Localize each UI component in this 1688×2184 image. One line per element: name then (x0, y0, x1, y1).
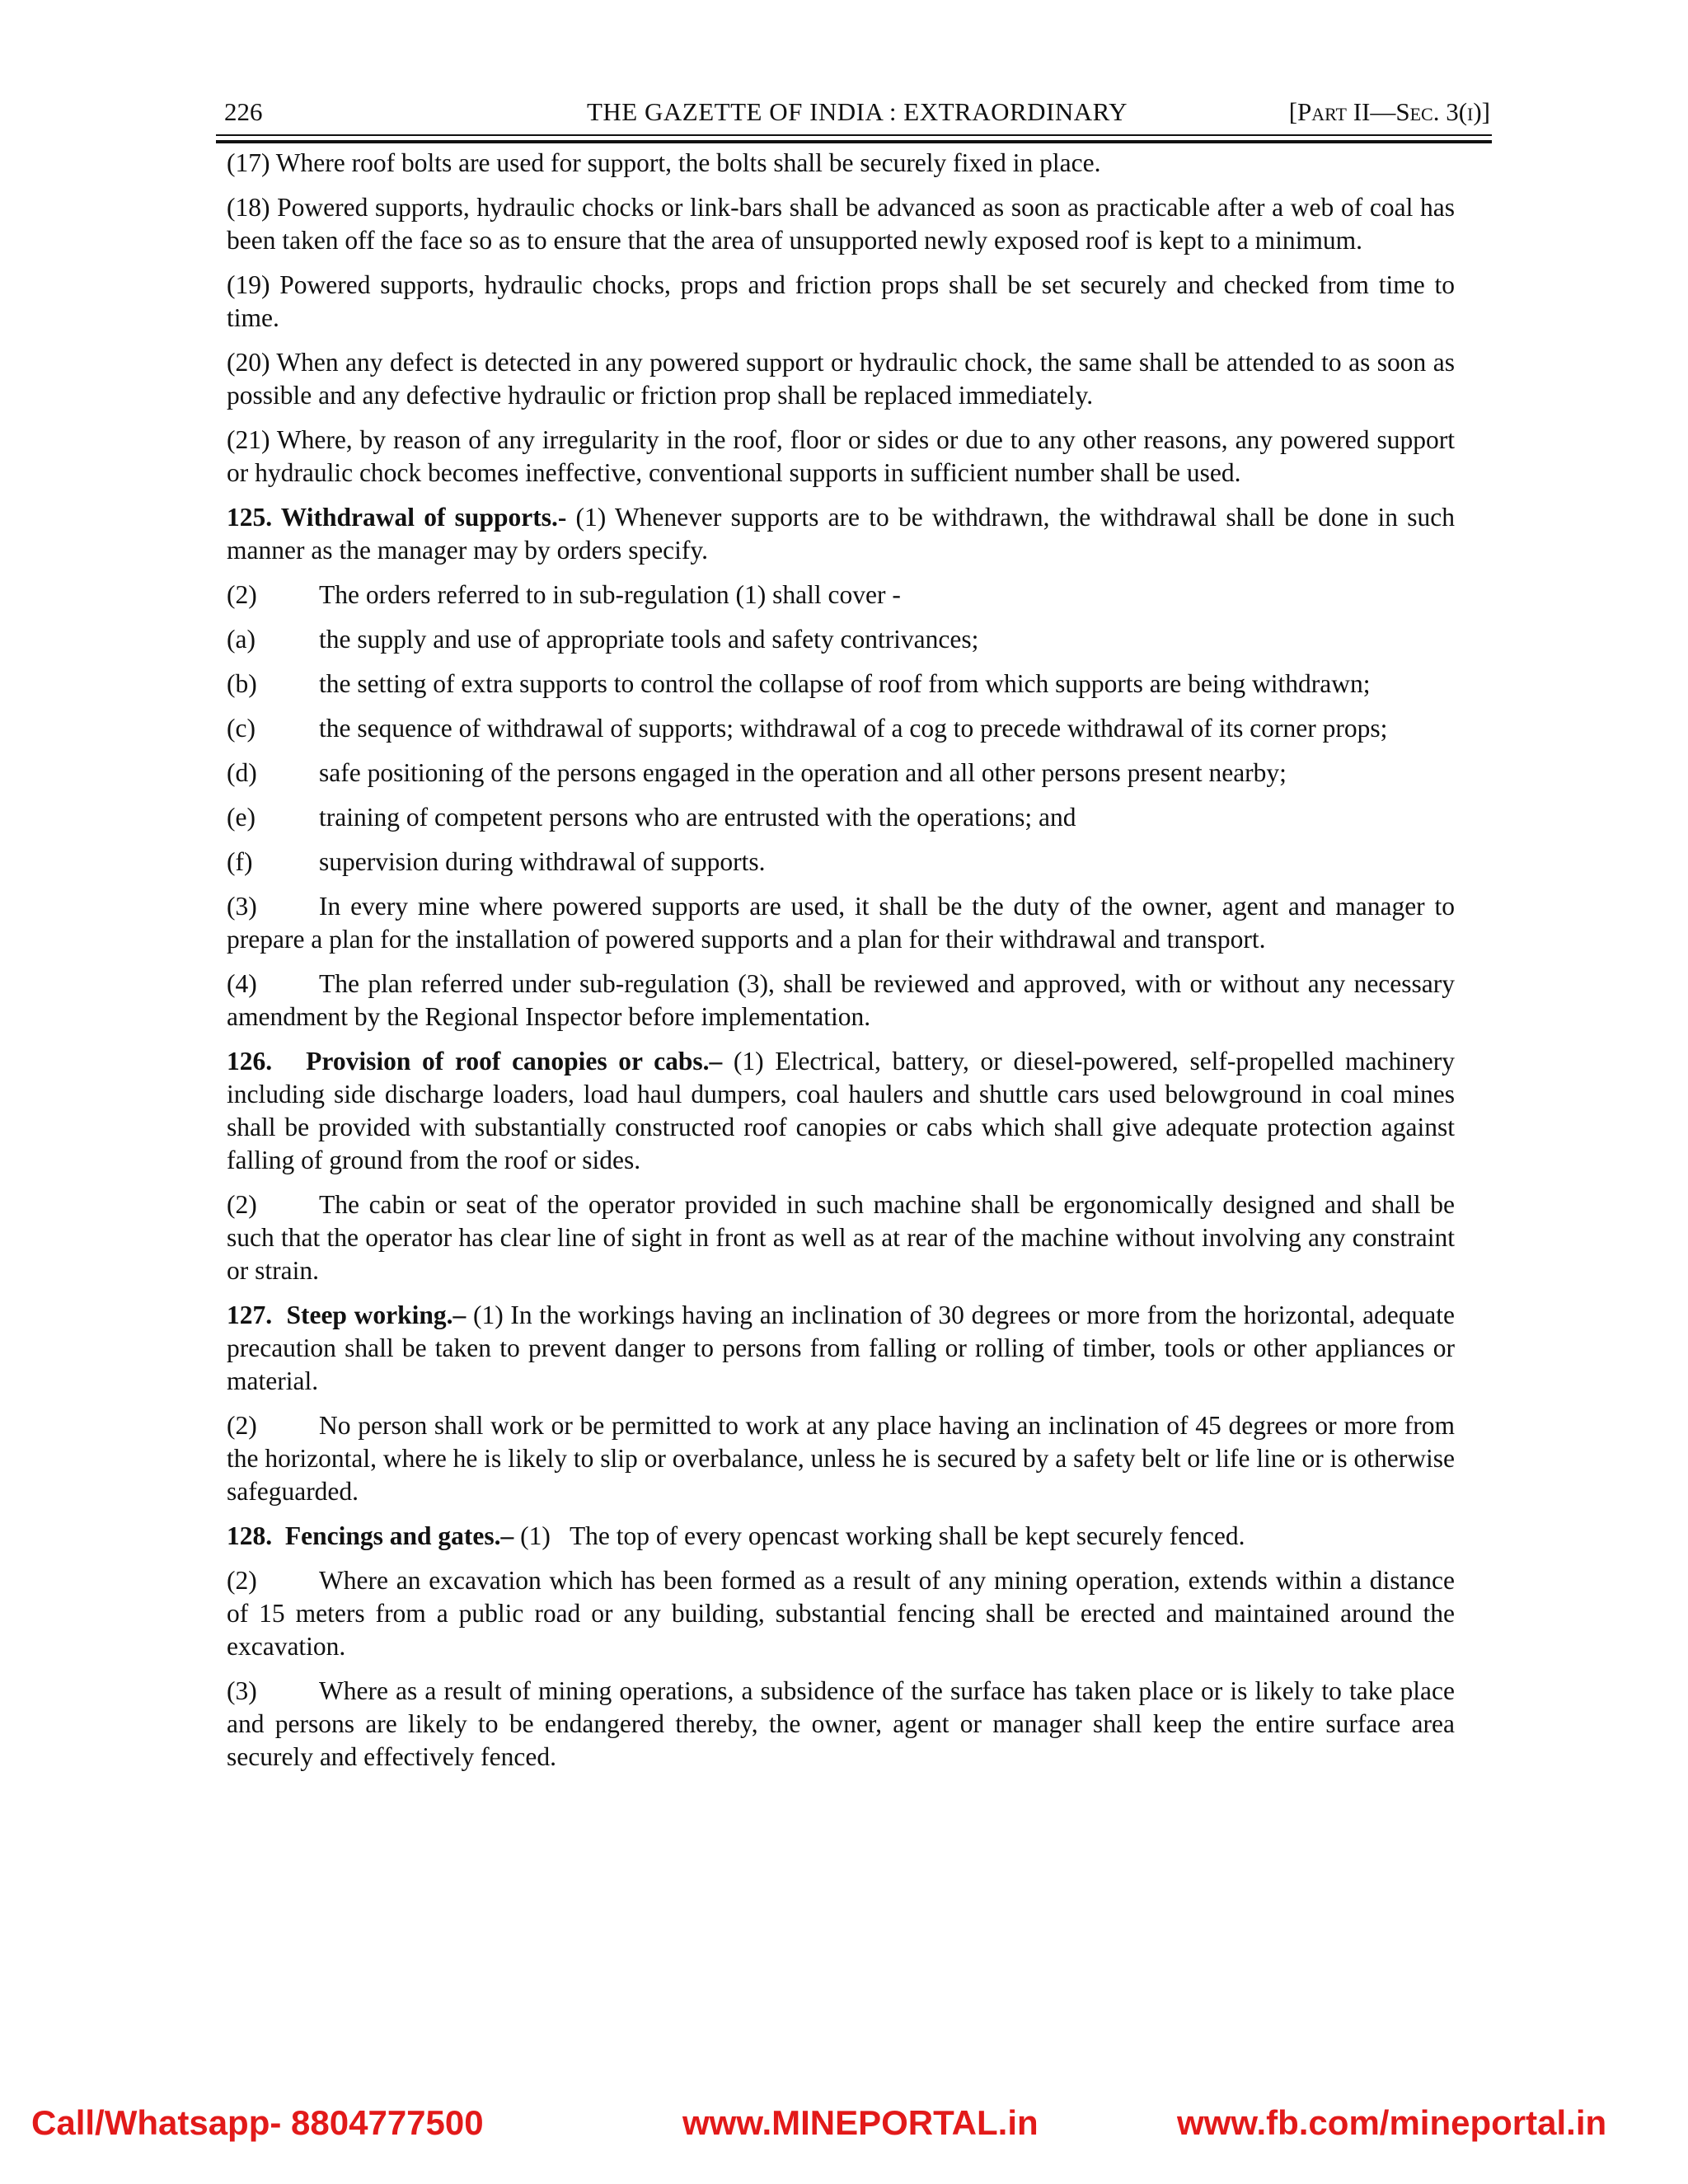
sub-label: (3) (227, 1676, 257, 1705)
sub-text: Where as a result of mining operations, a subsidence of the surface has taken place or is likely to take place and persons are likely to be endangered thereby, the owner, agent or manager shall keep the entire surface area securely and effectively fenced. (227, 1676, 1455, 1771)
header-rule-thin (216, 134, 1492, 136)
sub-text: Where an excavation which has been formed as a result of any mining operation, extends within a distance of 15 meters from a public road or any building, substantial fencing shall be erected and maintained around the excavation. (227, 1566, 1455, 1661)
paragraph-19: (19) Powered supports, hydraulic chocks, props and friction props shall be set securely and checked from time to time. (227, 270, 1455, 332)
section-125-sub-4 (227, 968, 1455, 1033)
item-label: (d) (227, 758, 257, 787)
section-128 (227, 1520, 1455, 1553)
sub-text: In every mine where powered supports are used, it shall be the duty of the owner, agent and manager to prepare a plan for the installation of powered supports and a plan for their withdrawal and transport. (227, 892, 1455, 954)
item-label: (e) (227, 803, 256, 832)
paragraph-21: (21) Where, by reason of any irregularity in the roof, floor or sides or due to any other reasons, any powered support or hydraulic chock becomes ineffective, conventional supports in sufficient number shall be used. (227, 425, 1455, 487)
sub-label: (2) (227, 1190, 257, 1219)
item-text: the setting of extra supports to control the collapse of roof from which supports are being withdrawn; (319, 669, 1371, 698)
footer-contact: Call/Whatsapp- 8804777500 (31, 2103, 484, 2142)
section-127-text: (1) In the workings having an inclination of 30 degrees or more from the horizontal, adequate precaution shall be taken to prevent danger to persons from falling or rolling of timber, tools or other appliances or material. (227, 1301, 1455, 1395)
sub-label: (3) (227, 892, 257, 921)
section-125-sub-2 (227, 579, 1455, 612)
item-label: (c) (227, 714, 256, 743)
sub-text: No person shall work or be permitted to work at any place having an inclination of 45 degrees or more from the horizontal, where he is likely to slip or overbalance, unless he is secured by a safety belt or life line or is otherwise safeguarded. (227, 1411, 1455, 1506)
sub-label: (4) (227, 969, 257, 998)
footer-website-link[interactable]: www.MINEPORTAL.in (682, 2103, 1039, 2142)
section-127 (227, 1299, 1455, 1398)
paragraph-18: (18) Powered supports, hydraulic chocks or link-bars shall be advanced as soon as practicable after a web of coal has been taken off the face so as to ensure that the area of unsupported newly exposed roof is kept to a minimum. (227, 193, 1455, 255)
sub-text: The plan referred under sub-regulation (3), shall be reviewed and approved, with or without any necessary amendment by the Regional Inspector before implementation. (227, 969, 1455, 1031)
section-128-sub-3 (227, 1675, 1455, 1774)
section-125-text: (1) Whenever supports are to be withdrawn, the withdrawal shall be done in such manner as the manager may by orders specify. (227, 503, 1455, 565)
sub-label: (2) (227, 1566, 257, 1595)
sub-text: The cabin or seat of the operator provided in such machine shall be ergonomically designed and shall be such that the operator has clear line of sight in front as well as at rear of the machine without involving any constraint or strain. (227, 1190, 1455, 1285)
page-header (224, 92, 1490, 132)
part-section: [Part II—Sec. 3(i)] (1288, 97, 1490, 126)
section-128-text: (1) The top of every opencast working shall be kept securely fenced. (513, 1521, 1245, 1550)
item-text: the supply and use of appropriate tools and safety contrivances; (319, 625, 979, 654)
section-128-heading: 128. Fencings and gates.– (227, 1521, 514, 1550)
section-125-heading: 125. Withdrawal of supports.- (227, 503, 567, 532)
item-text: supervision during withdrawal of supports. (319, 847, 766, 876)
document-body (227, 147, 1455, 1785)
section-126-heading: 126. Provision of roof canopies or cabs.– (227, 1047, 723, 1076)
item-label: (f) (227, 847, 253, 876)
list-item-e (227, 801, 1455, 834)
section-127-sub-2 (227, 1409, 1455, 1508)
page-number: 226 (224, 97, 263, 126)
list-item-d (227, 757, 1455, 790)
section-126-sub-2 (227, 1188, 1455, 1287)
item-text: the sequence of withdrawal of supports; withdrawal of a cog to precede withdrawal of its corner props; (319, 714, 1388, 743)
section-127-heading: 127. Steep working.– (227, 1301, 467, 1329)
paragraph-20: (20) When any defect is detected in any powered support or hydraulic chock, the same shall be attended to as soon as possible and any defective hydraulic or friction prop shall be replaced immediately. (227, 348, 1455, 410)
item-text: safe positioning of the persons engaged in the operation and all other persons present nearby; (319, 758, 1287, 787)
header-rule-thick (216, 140, 1492, 143)
section-125 (227, 501, 1455, 567)
sub-label: (2) (227, 580, 257, 609)
item-text: training of competent persons who are entrusted with the operations; and (319, 803, 1076, 832)
list-item-a (227, 623, 1455, 656)
sub-label: (2) (227, 1411, 257, 1440)
section-125-sub-3 (227, 890, 1455, 956)
sub-text: The orders referred to in sub-regulation (1) shall cover - (319, 580, 901, 609)
footer-banner (0, 2103, 1688, 2153)
section-126-text: (1) Electrical, battery, or diesel-powered, self-propelled machinery including side discharge loaders, load haul dumpers, coal haulers and shuttle cars used belowground in coal mines shall be provided with substantially constructed roof canopies or cabs which shall give adequate protection against falling of ground from the roof or sides. (227, 1047, 1455, 1174)
list-item-f (227, 846, 1455, 879)
item-label: (a) (227, 625, 256, 654)
section-128-sub-2 (227, 1564, 1455, 1663)
item-label: (b) (227, 669, 257, 698)
gazette-title: THE GAZETTE OF INDIA : EXTRAORDINARY (586, 97, 1128, 126)
section-126 (227, 1045, 1455, 1177)
footer-facebook-link[interactable]: www.fb.com/mineportal.in (1177, 2103, 1607, 2142)
list-item-c (227, 712, 1455, 745)
paragraph-17: (17) Where roof bolts are used for support, the bolts shall be securely fixed in place. (227, 148, 1101, 177)
list-item-b (227, 668, 1455, 701)
